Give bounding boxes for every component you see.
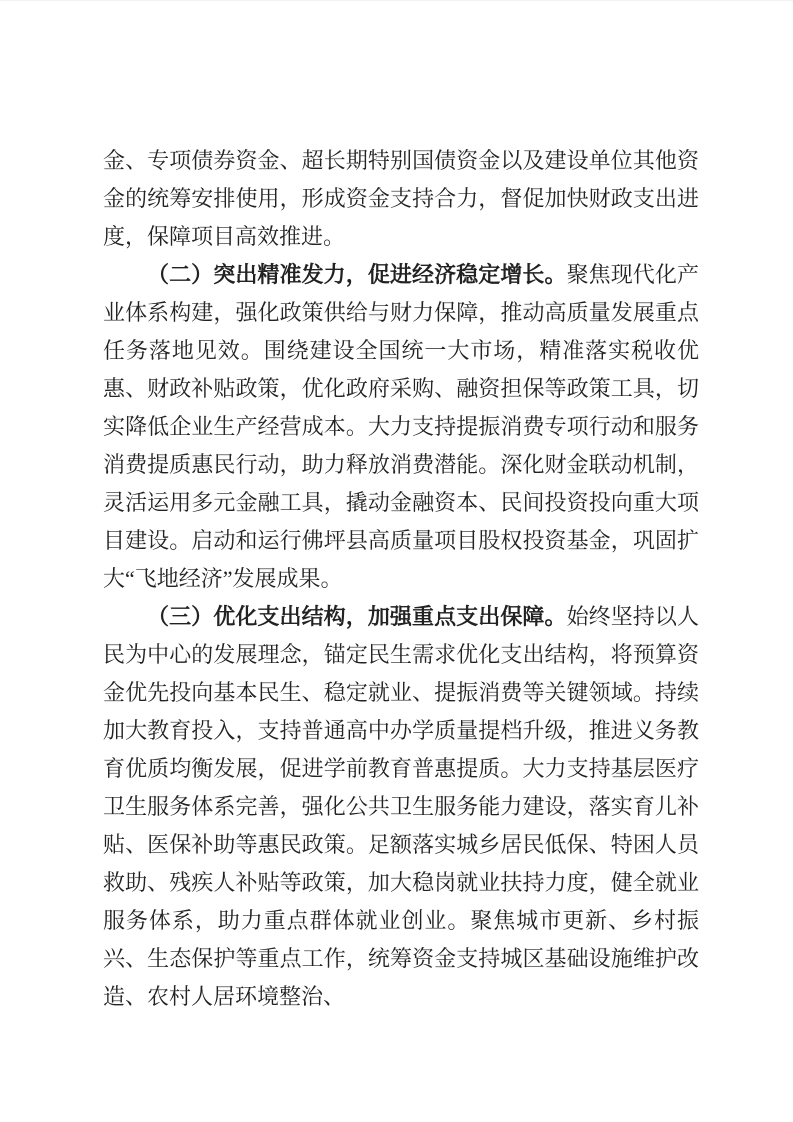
paragraph-section-3 [103,598,699,1016]
section-3-heading: （三）优化支出结构，加强重点支出保障。 [147,604,567,629]
paragraph-continuation: 金、专项债券资金、超长期特别国债资金以及建设单位其他资金的统筹安排使用，形成资金支持合力，督促加快财政支出进度，保障项目高效推进。 [103,148,699,249]
section-2-body: 聚焦现代化产业体系构建，强化政策供给与财力保障，推动高质量发展重点任务落地见效。围绕建设全国统一大市场，精准落实税收优惠、财政补贴政策，优化政府采购、融资担保等政策工具，切实降低企业生产经营成本。大力支持提振消费专项行动和服务消费提质惠民行动，助力释放消费潜能。深化财金联动机制，灵活运用多元金融工具，撬动金融资本、民间投资投向重大项目建设。启动和运行佛坪县高质量项目股权投资基金，巩固扩大“飞地经济”发展成果。 [103,262,699,591]
paragraph-section-2 [103,256,699,598]
section-3-body: 始终坚持以人民为中心的发展理念，锚定民生需求优化支出结构，将预算资金优先投向基本民生、稳定就业、提振消费等关键领域。持续加大教育投入，支持普通高中办学质量提档升级，推进义务教育优质均衡发展，促进学前教育普惠提质。大力支持基层医疗卫生服务体系完善，强化公共卫生服务能力建设，落实育儿补贴、医保补助等惠民政策。足额落实城乡居民低保、特困人员救助、残疾人补贴等政策，加大稳岗就业扶持力度，健全就业服务体系，助力重点群体就业创业。聚焦城市更新、乡村振兴、生态保护等重点工作，统筹资金支持城区基础设施维护改造、农村人居环境整治、 [103,604,699,1009]
section-2-heading: （二）突出精准发力，促进经济稳定增长。 [147,262,567,287]
document-text-block [103,142,699,1016]
